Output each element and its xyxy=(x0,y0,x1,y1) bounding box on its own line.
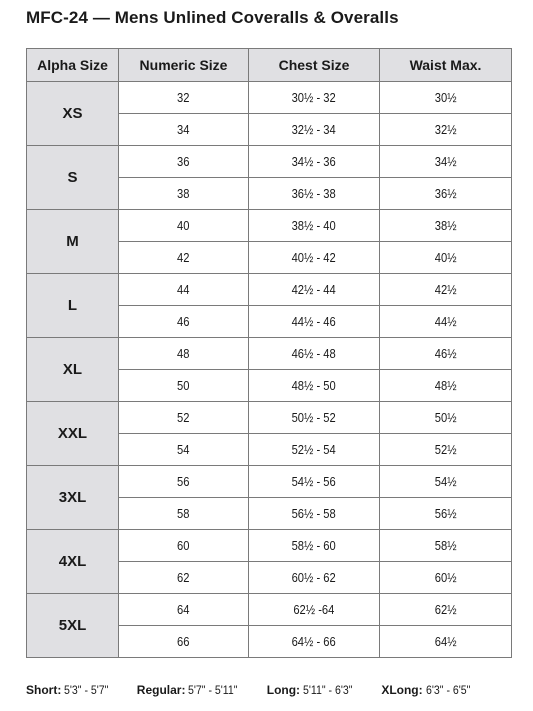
waist-max-cell xyxy=(380,370,512,402)
waist-max-cell xyxy=(380,434,512,466)
waist-max-cell-text: 34½ xyxy=(434,154,457,169)
numeric-size-cell-text: 44 xyxy=(177,282,190,297)
waist-max-cell xyxy=(380,498,512,530)
waist-max-cell-text: 54½ xyxy=(434,474,457,489)
chest-size-cell xyxy=(249,626,380,658)
numeric-size-cell xyxy=(119,242,249,274)
numeric-size-cell-text: 42 xyxy=(177,250,190,265)
numeric-size-cell-text: 48 xyxy=(177,346,190,361)
table-row xyxy=(27,338,512,370)
header-numeric-size: Numeric Size xyxy=(119,49,249,82)
numeric-size-cell xyxy=(119,178,249,210)
chest-size-cell xyxy=(249,594,380,626)
chest-size-cell-text: 44½ - 46 xyxy=(291,314,337,329)
waist-max-cell-text: 50½ xyxy=(434,410,457,425)
numeric-size-cell xyxy=(119,338,249,370)
alpha-size-cell: 3XL xyxy=(27,466,119,530)
chest-size-cell-text: 50½ - 52 xyxy=(291,410,337,425)
waist-max-cell xyxy=(380,210,512,242)
alpha-size-cell: 5XL xyxy=(27,594,119,658)
header-waist-max: Waist Max. xyxy=(380,49,512,82)
chest-size-cell xyxy=(249,114,380,146)
table-row xyxy=(27,274,512,306)
numeric-size-cell xyxy=(119,498,249,530)
numeric-size-cell-text: 54 xyxy=(177,442,190,457)
header-alpha-size: Alpha Size xyxy=(27,49,119,82)
numeric-size-cell-text: 58 xyxy=(177,506,190,521)
length-legend-item xyxy=(26,683,115,697)
chest-size-cell xyxy=(249,370,380,402)
waist-max-cell-text: 32½ xyxy=(434,122,457,137)
numeric-size-cell xyxy=(119,466,249,498)
chest-size-cell-text: 64½ - 66 xyxy=(291,634,337,649)
waist-max-cell-text: 46½ xyxy=(434,346,457,361)
waist-max-cell xyxy=(380,594,512,626)
numeric-size-cell-text: 52 xyxy=(177,410,190,425)
length-label: XLong: xyxy=(381,683,423,697)
chest-size-cell-text: 38½ - 40 xyxy=(291,218,337,233)
waist-max-cell xyxy=(380,242,512,274)
waist-max-cell xyxy=(380,82,512,114)
length-value: 5'7" - 5'11" xyxy=(188,683,238,697)
waist-max-cell xyxy=(380,338,512,370)
waist-max-cell-text: 62½ xyxy=(434,602,457,617)
waist-max-cell-text: 52½ xyxy=(434,442,457,457)
chest-size-cell-text: 48½ - 50 xyxy=(291,378,337,393)
waist-max-cell xyxy=(380,274,512,306)
numeric-size-cell-text: 60 xyxy=(177,538,190,553)
waist-max-cell xyxy=(380,146,512,178)
waist-max-cell-text: 64½ xyxy=(434,634,457,649)
waist-max-cell xyxy=(380,626,512,658)
waist-max-cell xyxy=(380,306,512,338)
chest-size-cell-text: 46½ - 48 xyxy=(291,346,337,361)
numeric-size-cell-text: 32 xyxy=(177,90,190,105)
table-header-row xyxy=(27,49,512,82)
length-label: Regular: xyxy=(136,683,186,697)
numeric-size-cell xyxy=(119,562,249,594)
length-label: Short: xyxy=(26,683,62,697)
waist-max-cell xyxy=(380,466,512,498)
chest-size-cell-text: 32½ - 34 xyxy=(291,122,337,137)
numeric-size-cell-text: 46 xyxy=(177,314,190,329)
table-row xyxy=(27,82,512,114)
table-row xyxy=(27,210,512,242)
chest-size-cell xyxy=(249,306,380,338)
table-body xyxy=(27,82,512,658)
page-title: MFC-24 — Mens Unlined Coveralls & Overalls xyxy=(26,8,399,27)
waist-max-cell-text: 42½ xyxy=(434,282,457,297)
chest-size-cell-text: 56½ - 58 xyxy=(291,506,337,521)
numeric-size-cell xyxy=(119,530,249,562)
length-legend-item xyxy=(381,683,476,697)
numeric-size-cell xyxy=(119,210,249,242)
length-legend xyxy=(26,683,476,697)
chest-size-cell-text: 58½ - 60 xyxy=(291,538,337,553)
header-chest-size: Chest Size xyxy=(249,49,380,82)
chest-size-cell xyxy=(249,498,380,530)
numeric-size-cell xyxy=(119,146,249,178)
chest-size-cell xyxy=(249,402,380,434)
numeric-size-cell xyxy=(119,434,249,466)
chest-size-cell-text: 36½ - 38 xyxy=(291,186,337,201)
chest-size-cell xyxy=(249,274,380,306)
chest-size-cell xyxy=(249,82,380,114)
waist-max-cell-text: 60½ xyxy=(434,570,457,585)
chest-size-cell-text: 54½ - 56 xyxy=(291,474,337,489)
waist-max-cell-text: 44½ xyxy=(434,314,457,329)
waist-max-cell xyxy=(380,562,512,594)
chest-size-cell xyxy=(249,466,380,498)
numeric-size-cell-text: 40 xyxy=(177,218,190,233)
table-row xyxy=(27,466,512,498)
alpha-size-cell: XL xyxy=(27,338,119,402)
length-label: Long: xyxy=(266,683,301,697)
chest-size-cell-text: 42½ - 44 xyxy=(291,282,337,297)
alpha-size-cell: L xyxy=(27,274,119,338)
chest-size-cell-text: 40½ - 42 xyxy=(291,250,337,265)
table-row xyxy=(27,594,512,626)
chest-size-cell xyxy=(249,242,380,274)
chest-size-cell-text: 34½ - 36 xyxy=(291,154,337,169)
waist-max-cell xyxy=(380,178,512,210)
chest-size-cell xyxy=(249,210,380,242)
waist-max-cell-text: 48½ xyxy=(434,378,457,393)
waist-max-cell-text: 36½ xyxy=(434,186,457,201)
numeric-size-cell xyxy=(119,306,249,338)
numeric-size-cell xyxy=(119,626,249,658)
numeric-size-cell-text: 38 xyxy=(177,186,190,201)
numeric-size-cell-text: 34 xyxy=(177,122,190,137)
numeric-size-cell-text: 62 xyxy=(177,570,190,585)
chest-size-cell xyxy=(249,338,380,370)
alpha-size-cell: S xyxy=(27,146,119,210)
chest-size-cell xyxy=(249,178,380,210)
numeric-size-cell xyxy=(119,370,249,402)
length-value: 5'3" - 5'7" xyxy=(64,683,109,697)
waist-max-cell xyxy=(380,530,512,562)
waist-max-cell-text: 40½ xyxy=(434,250,457,265)
numeric-size-cell xyxy=(119,594,249,626)
alpha-size-cell: M xyxy=(27,210,119,274)
numeric-size-cell xyxy=(119,402,249,434)
chest-size-cell xyxy=(249,146,380,178)
chest-size-cell-text: 52½ - 54 xyxy=(291,442,337,457)
alpha-size-cell: XS xyxy=(27,82,119,146)
chest-size-cell-text: 30½ - 32 xyxy=(291,90,337,105)
length-value: 6'3" - 6'5" xyxy=(425,683,471,697)
length-legend-item xyxy=(137,683,245,697)
alpha-size-cell: 4XL xyxy=(27,530,119,594)
waist-max-cell xyxy=(380,402,512,434)
alpha-size-cell: XXL xyxy=(27,402,119,466)
numeric-size-cell xyxy=(119,114,249,146)
waist-max-cell-text: 30½ xyxy=(434,90,457,105)
table-row xyxy=(27,530,512,562)
table-row xyxy=(27,146,512,178)
length-legend-item xyxy=(267,683,360,697)
chest-size-cell xyxy=(249,562,380,594)
numeric-size-cell-text: 36 xyxy=(177,154,190,169)
chest-size-cell-text: 62½ -64 xyxy=(293,602,335,617)
length-value: 5'11" - 6'3" xyxy=(303,683,353,697)
numeric-size-cell-text: 64 xyxy=(177,602,190,617)
numeric-size-cell-text: 50 xyxy=(177,378,190,393)
chest-size-cell xyxy=(249,434,380,466)
waist-max-cell xyxy=(380,114,512,146)
numeric-size-cell-text: 56 xyxy=(177,474,190,489)
numeric-size-cell xyxy=(119,274,249,306)
waist-max-cell-text: 56½ xyxy=(434,506,457,521)
waist-max-cell-text: 58½ xyxy=(434,538,457,553)
chest-size-cell-text: 60½ - 62 xyxy=(291,570,337,585)
numeric-size-cell-text: 66 xyxy=(177,634,190,649)
waist-max-cell-text: 38½ xyxy=(434,218,457,233)
numeric-size-cell xyxy=(119,82,249,114)
size-chart-table xyxy=(26,48,512,658)
table-row xyxy=(27,402,512,434)
chest-size-cell xyxy=(249,530,380,562)
